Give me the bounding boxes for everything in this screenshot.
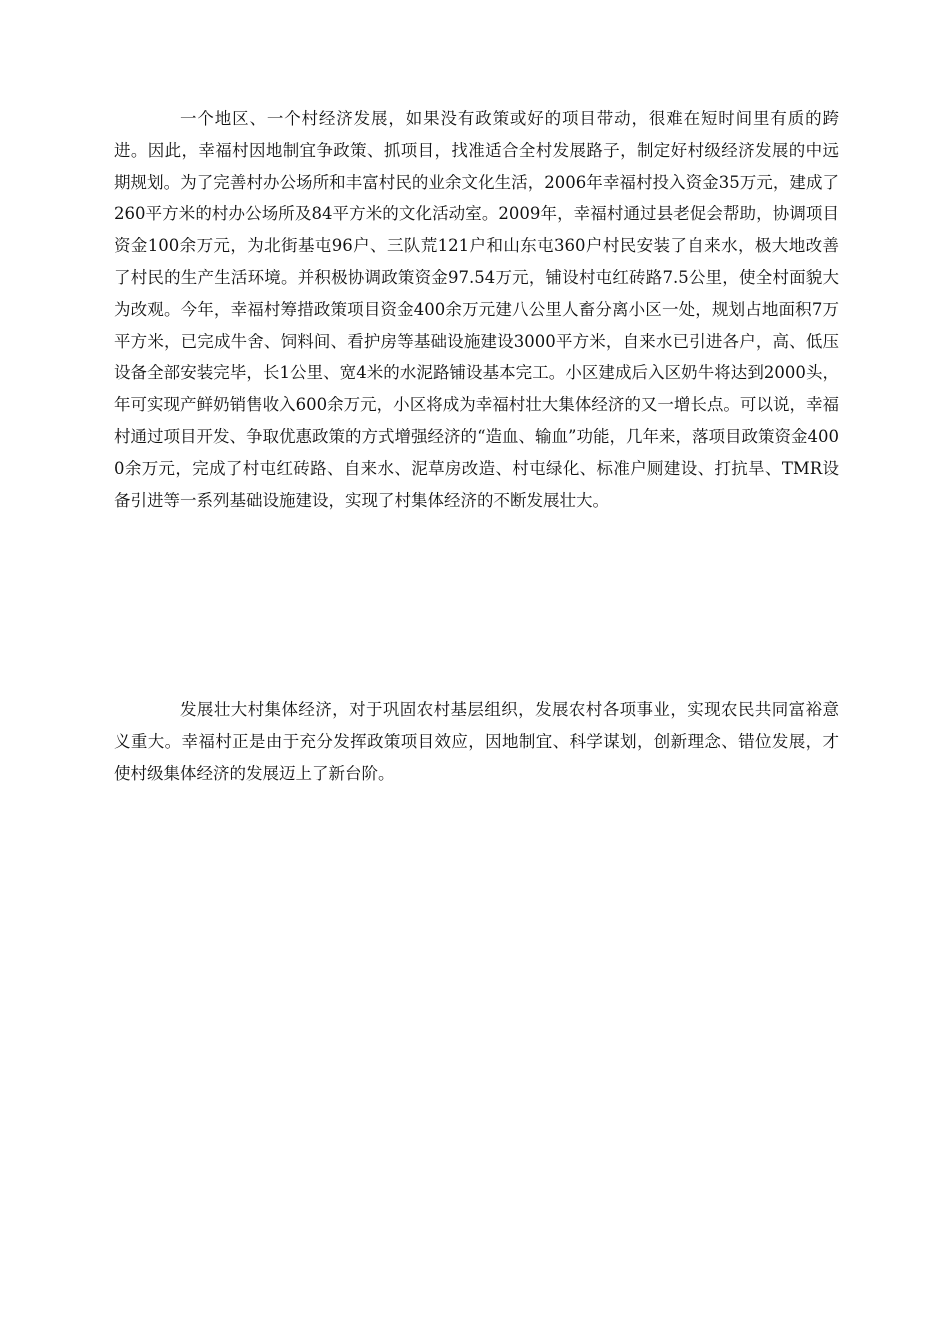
body-paragraph-1: 一个地区、一个村经济发展，如果没有政策或好的项目带动，很难在短时间里有质的跨进。因此，幸福村因地制宜争政策、抓项目，找准适合全村发展路子，制定好村级经济发展的中远期规划。为了完善村办公场所和丰富村民的业余文化生活，2006年幸福村投入资金35万元，建成了260平方米的村办公场所及84平方米的文化活动室。2009年，幸福村通过县老促会帮助，协调项目资金100余万元，为北街基屯96户、三队荒121户和山东屯360户村民安装了自来水，极大地改善了村民的生产生活环境。并积极协调政策资金97.54万元，铺设村屯红砖路7.5公里，使全村面貌大为改观。今年，幸福村筹措政策项目资金400余万元建八公里人畜分离小区一处，规划占地面积7万平方米，已完成牛舍、饲料间、看护房等基础设施建设3000平方米，自来水已引进各户，高、低压设备全部安装完毕，长1公里、宽4米的水泥路铺设基本完工。小区建成后入区奶牛将达到2000头，年可实现产鲜奶销售收入600余万元，小区将成为幸福村壮大集体经济的又一增长点。可以说，幸福村通过项目开发、争取优惠政策的方式增强经济的“造血、输血”功能，几年来，落项目政策资金4000余万元，完成了村屯红砖路、自来水、泥草房改造、村屯绿化、标准户厕建设、打抗旱、TMR设备引进等一系列基础设施建设，实现了村集体经济的不断发展壮大。: [114, 109, 839, 510]
body-paragraph-2: 发展壮大村集体经济，对于巩固农村基层组织，发展农村各项事业，实现农民共同富裕意义重大。幸福村正是由于充分发挥政策项目效应，因地制宜、科学谋划，创新理念、错位发展，才使村级集体经济的发展迈上了新台阶。: [114, 700, 839, 783]
